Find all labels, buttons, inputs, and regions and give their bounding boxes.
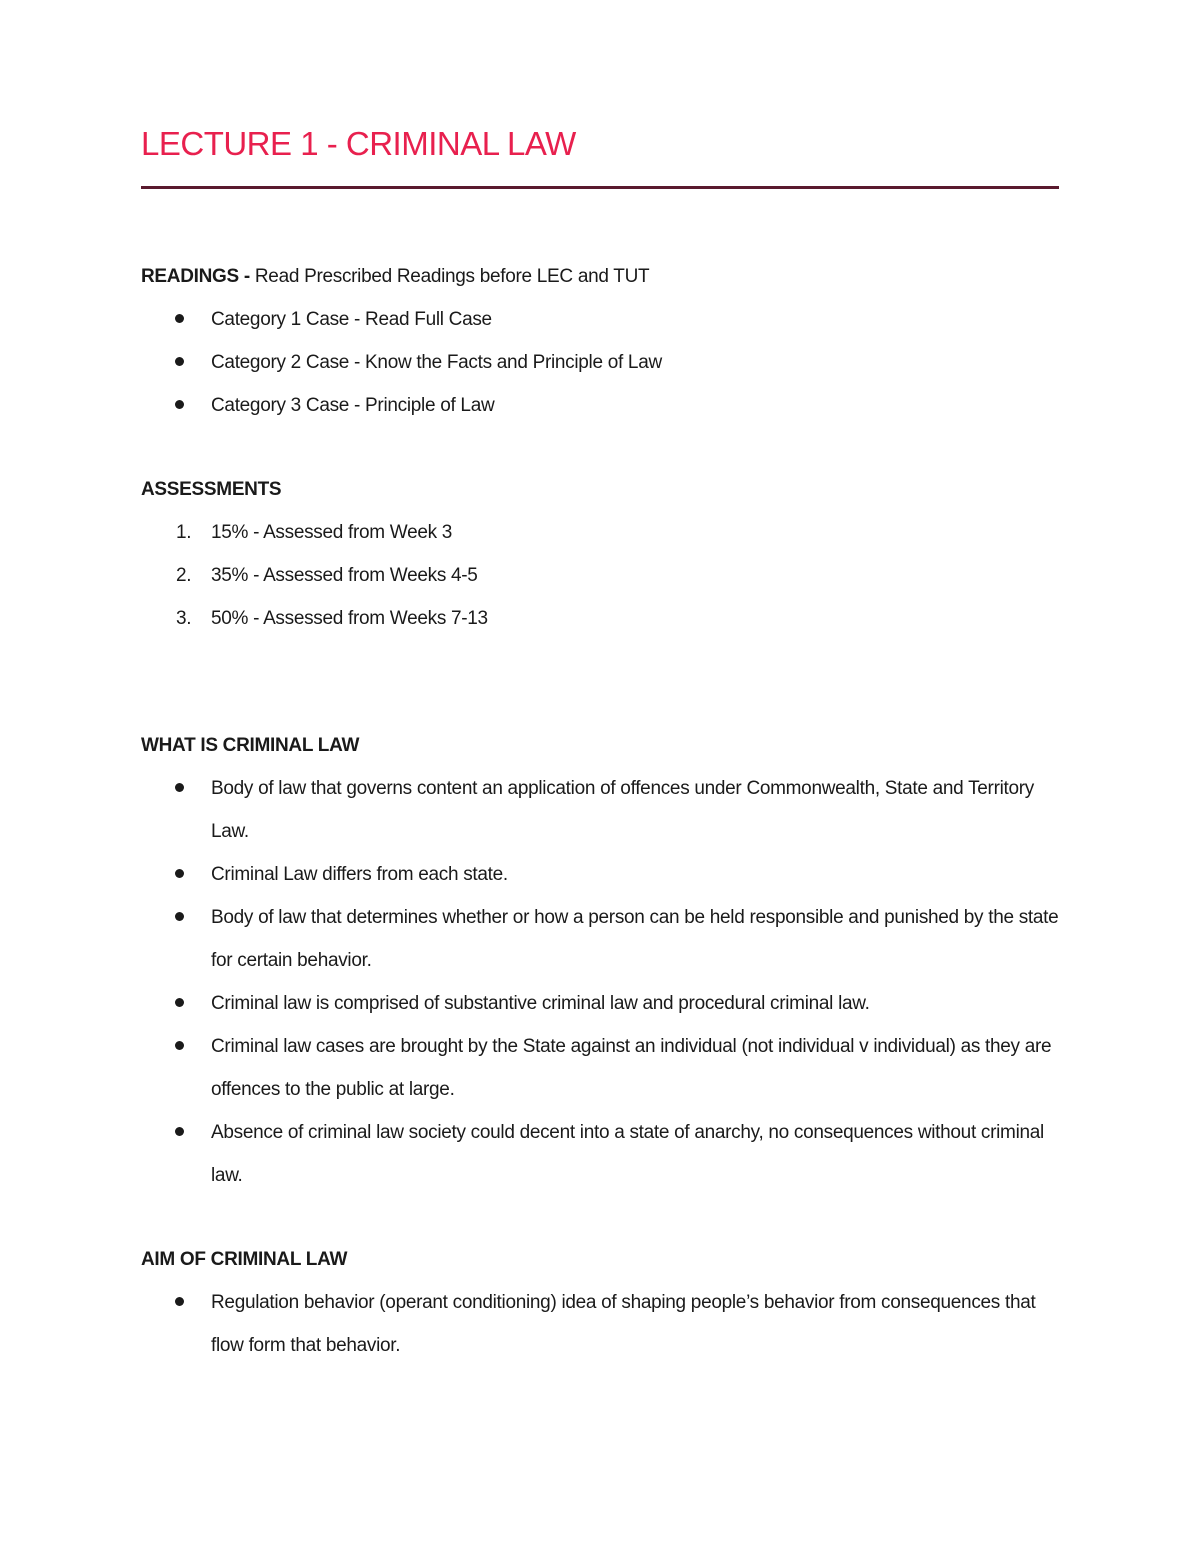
list-item-text: Body of law that determines whether or how a person can be held responsible and punished by the state for certain behavior. [211,907,1059,971]
readings-heading-line [141,255,1059,298]
list-item-text: Category 1 Case - Read Full Case [211,309,492,330]
bullet-icon [175,869,184,878]
list-item-text: Category 3 Case - Principle of Law [211,395,495,416]
list-item-text: 50% - Assessed from Weeks 7-13 [211,608,488,629]
list-item [141,1281,1059,1367]
bullet-icon [175,783,184,792]
bullet-icon [175,1127,184,1136]
aim-heading: AIM OF CRIMINAL LAW [141,1249,348,1270]
list-item-text: Absence of criminal law society could decent into a state of anarchy, no consequences without criminal law. [211,1122,1044,1186]
aim-list [141,1281,1059,1367]
assessments-heading: ASSESSMENTS [141,479,282,500]
list-item-text: Regulation behavior (operant conditioning) idea of shaping people’s behavior from consequences that flow form that behavior. [211,1292,1036,1356]
assessments-list [141,511,1059,640]
list-item [141,341,1059,384]
document-page [141,0,1059,1553]
list-item-text: 15% - Assessed from Week 3 [211,522,453,543]
list-item [141,511,1059,554]
list-item [141,853,1059,896]
list-item-text: Body of law that governs content an application of offences under Commonwealth, State and Territory Law. [211,778,1034,842]
readings-heading: READINGS - [141,266,250,287]
list-item-text: Criminal law is comprised of substantive criminal law and procedural criminal law. [211,993,870,1014]
bullet-icon [175,912,184,921]
title-divider [141,186,1059,189]
list-item-text: 35% - Assessed from Weeks 4-5 [211,565,478,586]
list-item-text: Category 2 Case - Know the Facts and Principle of Law [211,352,662,373]
bullet-icon [175,998,184,1007]
readings-section [141,255,1059,427]
list-item [141,1025,1059,1111]
bullet-icon [175,314,184,323]
list-item [141,896,1059,982]
page-title: LECTURE 1 - CRIMINAL LAW [141,125,576,162]
bullet-icon [175,357,184,366]
aim-heading-line [141,1238,1059,1281]
aim-section [141,1238,1059,1367]
bullet-icon [175,400,184,409]
list-item [141,554,1059,597]
assessments-section [141,468,1059,640]
list-item [141,1111,1059,1197]
bullet-icon [175,1297,184,1306]
list-item [141,767,1059,853]
readings-text: Read Prescribed Readings before LEC and TUT [249,266,650,287]
list-number: 3. [176,608,192,629]
what-is-heading: WHAT IS CRIMINAL LAW [141,735,360,756]
what-is-heading-line [141,724,1059,767]
document-body [141,255,1059,1367]
list-number: 1. [176,522,192,543]
assessments-heading-line [141,468,1059,511]
list-item-text: Criminal Law differs from each state. [211,864,508,885]
what-is-section [141,724,1059,1197]
bullet-icon [175,1041,184,1050]
list-item [141,384,1059,427]
list-item-text: Criminal law cases are brought by the State against an individual (not individual v individual) as they are offences to the public at large. [211,1036,1052,1100]
list-item [141,982,1059,1025]
readings-list [141,298,1059,427]
list-item [141,597,1059,640]
what-is-list [141,767,1059,1197]
list-item [141,298,1059,341]
list-number: 2. [176,565,192,586]
